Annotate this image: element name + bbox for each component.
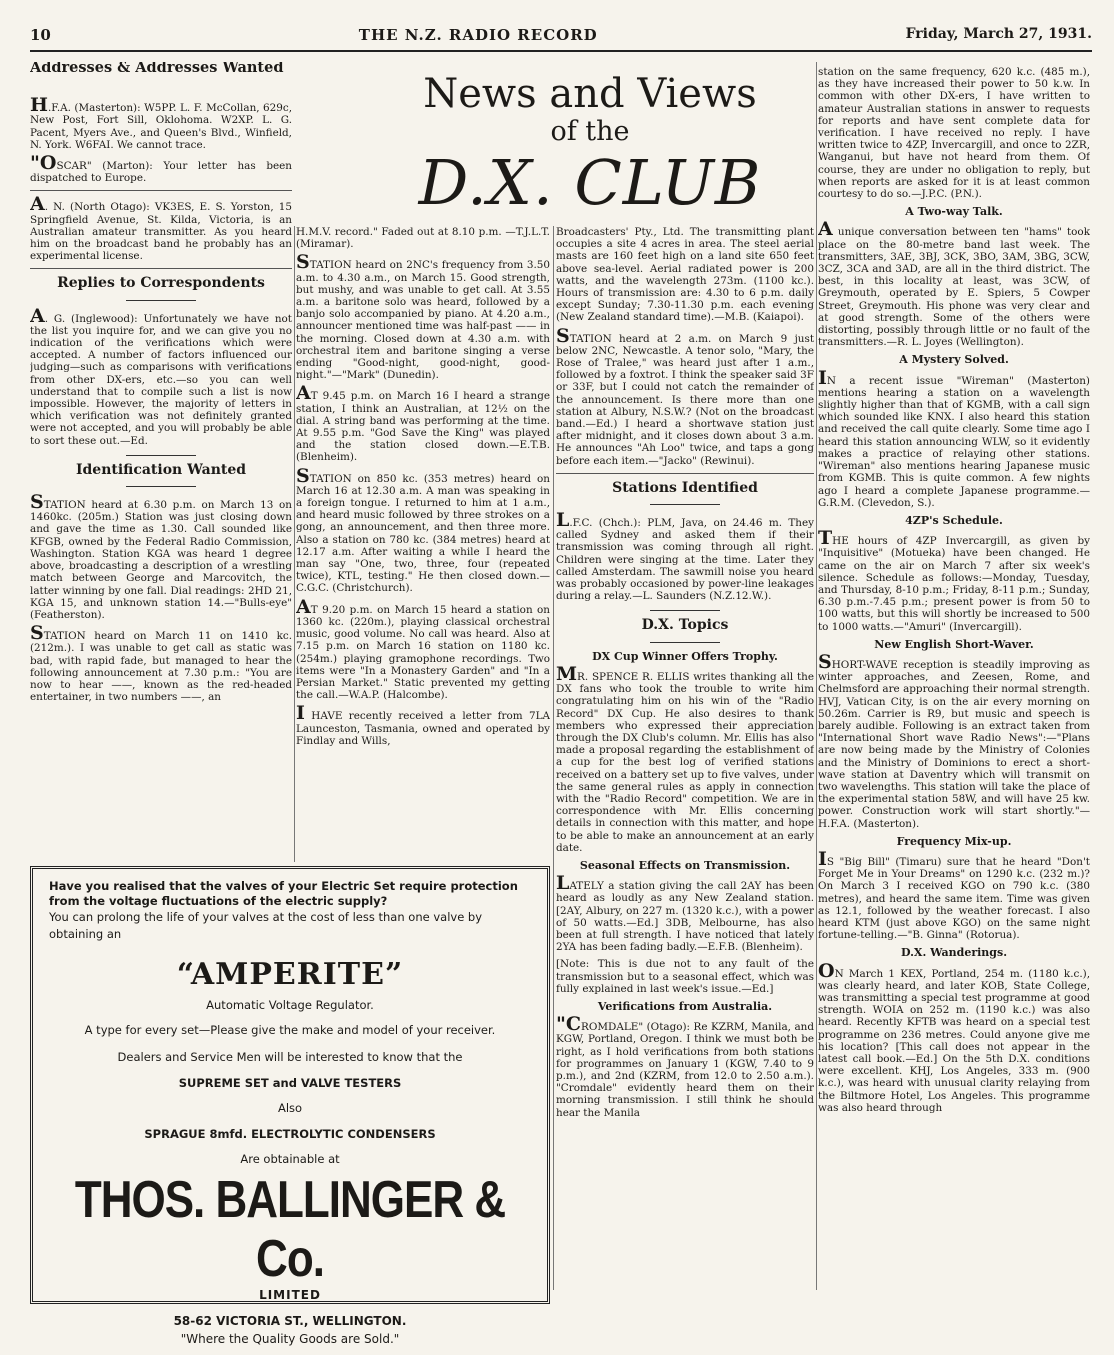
- divider: [30, 268, 292, 269]
- header-rule: [30, 50, 1092, 52]
- ad-firm-name: THOS. BALLINGER & Co.: [74, 1171, 506, 1288]
- heading-identification: Identification Wanted: [75, 461, 247, 478]
- column-rule: [553, 226, 554, 1290]
- divider: [650, 642, 720, 643]
- column-4: [818, 66, 1090, 1291]
- article-paragraph: Broadcasters' Pty., Ltd. The transmitting plant occupies a site 4 acres in area. The steel aerial masts are 160 feet high on a land site 650 feet above sea-level. Aerial radiated power is 200 watts, and the wavelength 273m. (1100 kc.). Hours of transmission are: 4.30 to 6 p.m. daily except Sunday; 7.30-11.30 p.m. each evening (New Zealand standard time).—M.B. (Kaiapoi).: [556, 226, 814, 324]
- article-paragraph: "OSCAR" (Marton): Your letter has been dispatched to Europe.: [30, 152, 292, 185]
- ad-question: Have you realised that the valves of your Electric Set require protection from the voltage fluctuations of the electric supply?: [49, 879, 518, 908]
- ad-dealers-line: Dealers and Service Men will be interested to know that the: [117, 1050, 463, 1064]
- article-paragraph: STATION heard at 6.30 p.m. on March 13 on 1460kc. (205m.) Station was just closing down and gave the time as 1.30. Call sounded like KFGB, owned by the Federal Radio Commission, Washington. Station KGA was heard 1 degree above, broadcasting a description of a wrestling match between George and Marcovitch, the latter winning by one fall. Dial readings: 2HD 21, KGA 15, and unknown station 14.—"Bulls-eye" (Featherston).: [30, 491, 292, 621]
- article-paragraph: SHORT-WAVE reception is steadily improving as winter approaches, and Zeesen, Rome, and Chelmsford are approaching their normal strength. HVJ, Vatican City, is on the air every morning on 50.26m. Carrier is R9, but music and speech is barely audible. Following is an extract taken from "International Short wave Radio News":—"Plans are now being made by the Ministry of Colonies and the Ministry of Dominions to erect a short-wave station at Daventry which will transmit on two wavelengths. This station will take the place of the experimental station 58W, and will have 25 kw. power. Construction work will start shortly."—H.F.A. (Masterton).: [818, 650, 1090, 830]
- subheading-short-waver: New English Short-Waver.: [874, 637, 1034, 651]
- article-paragraph: H.M.V. record." Faded out at 8.10 p.m. —T.J.L.T. (Miramar).: [296, 226, 550, 251]
- column-2: [296, 226, 550, 846]
- divider: [650, 504, 720, 505]
- heading-dx-topics: D.X. Topics: [641, 617, 729, 634]
- divider: [126, 486, 196, 487]
- article-paragraph: I HAVE recently received a letter from 7LA Launceston, Tasmania, owned and operated by Findlay and Wills,: [296, 702, 550, 747]
- heading-replies: Replies to Correspondents: [57, 275, 265, 292]
- subheading-cup: DX Cup Winner Offers Trophy.: [592, 649, 778, 663]
- article-paragraph: IN a recent issue "Wireman" (Masterton) mentions hearing a station on a wavelength slightly higher than that of KGMB, with a call sign which sounded like KNX. I also heard this station and received the call quite clearly. Some time ago I heard this station announcing WLW, so it evidently makes a practice of relaying other stations. "Wireman" also mentions hearing Japanese music from KGMB. This is quite common. A few nights ago I heard a complete Japanese programme.—G.R.M. (Clevedon, S.).: [818, 366, 1090, 509]
- ad-slogan: "Where the Quality Goods are Sold.": [180, 1332, 400, 1346]
- ad-testers: SUPREME SET and VALVE TESTERS: [178, 1076, 402, 1090]
- heading-stations-identified: Stations Identified: [612, 479, 758, 496]
- article-paragraph: STATION heard on 2NC's frequency from 3.50 a.m. to 4.30 a.m., on March 15. Good strength, but mushy, and was unable to get call. At 3.55 a.m. a baritone solo was heard, followed by a banjo solo accompanied by piano. At 4.20 a.m., announcer mentioned time was half-past —— in the morning. Closed down at 4.30 a.m. with orchestral item and baritone singing a verse ending "Good-night, good-night, good-night."—"Mark" (Dunedin).: [296, 251, 550, 382]
- masthead: THE N.Z. RADIO RECORD: [358, 26, 598, 44]
- ad-also: Also: [277, 1101, 303, 1115]
- article-paragraph: THE hours of 4ZP Invercargill, as given by "Inquisitive" (Motueka) have been changed. He came on the air on March 7 after six week's silence. Schedule as follows:—Monday, Tuesday, and Thursday, 8-10 p.m.; Friday, 8-11 p.m.; Sunday, 6.30 p.m.-7.45 p.m.; present power is from 50 to 100 watts, but this will shortly be increased to 500 to 1000 watts.—"Amuri" (Invercargill).: [818, 527, 1090, 633]
- article-paragraph: A. G. (Inglewood): Unfortunately we have not the list you inquire for, and we can give you no indication of the verifications which were accepted. A number of factors influenced our judging—such as comparisons with verifications from other DX-ers, etc.—so you can well understand that to compile such a list is now impossible. However, the majority of letters in which verification was not definitely granted were not accepted, and you will probably be able to sort these out.—Ed.: [30, 304, 292, 447]
- column-rule: [294, 226, 295, 862]
- ad-brand: “AMPERITE”: [176, 957, 404, 992]
- amperite-advertisement: [30, 866, 550, 1346]
- article-paragraph: A. N. (North Otago): VK3ES, E. S. Yorston, 15 Springfield Avenue, St. Kilda, Victoria, is an Australian amateur transmitter. As you heard him on the broadcast band he probably has an experimental license.: [30, 193, 292, 263]
- divider: [556, 473, 814, 474]
- article-paragraph: station on the same frequency, 620 k.c. (485 m.), as they have increased their power to 50 k.w. In common with other DX-ers, I have written to amateur Australian stations in answer to requests for reports and have sent complete data for verification. I have received no reply. I have written twice to 4ZP, Invercargill, and once to 2ZR, Wanganui, but have not heard from them. Of course, they are under no obligation to reply, but when reports are asked for it is at least common courtesy to do so.—J.P.C. (P.N.).: [818, 66, 1090, 201]
- ad-condensers: SPRAGUE 8mfd. ELECTROLYTIC CONDENSERS: [144, 1127, 436, 1141]
- subheading-verifications: Verifications from Australia.: [597, 999, 773, 1013]
- ad-type-line: A type for every set—Please give the make and model of your receiver.: [84, 1023, 496, 1037]
- divider: [30, 190, 292, 191]
- subheading-seasonal: Seasonal Effects on Transmission.: [579, 858, 791, 872]
- article-paragraph: AT 9.45 p.m. on March 16 I heard a strange station, I think an Australian, at 12½ on the dial. A string band was performing at the time. At 9.55 p.m. "God Save the King" was played and the station closed down.—E.T.B. (Blenheim).: [296, 382, 550, 464]
- ad-subtitle: Automatic Voltage Regulator.: [206, 998, 374, 1012]
- subheading-frequency: Frequency Mix-up.: [896, 834, 1012, 848]
- article-paragraph: STATION heard at 2 a.m. on March 9 just below 2NC, Newcastle. A tenor solo, "Mary, the Rose of Tralee," was heard just after 1 a.m., followed by a foxtrot. I think the speaker said 3F or 33F, but I could not catch the remainder of the announcement. Is there more than one station at Albury, N.S.W.? (Not on the broadcast band.—Ed.) I heard a shortwave station just after midnight, and it closes down about 3 a.m. He announces "Ah Loo" twice, and taps a gong before each item.—"Jacko" (Rewinui).: [556, 324, 814, 467]
- article-paragraph: H.F.A. (Masterton): W5PP. L. F. McCollan, 629c, New Post, Fort Sill, Oklohoma. W2XP. L. G. Pacent, Myers Ave., and Queen's Blvd., Winfield, N. York. W6FAI. We cannot trace.: [30, 94, 292, 151]
- ad-limited: LIMITED: [259, 1288, 321, 1302]
- page-number: 10: [30, 26, 51, 44]
- column-1: [30, 62, 292, 864]
- ad-address: 58-62 VICTORIA ST., WELLINGTON.: [173, 1314, 407, 1328]
- article-paragraph: AT 9.20 p.m. on March 15 heard a station on 1360 kc. (220m.), playing classical orchestral music, good volume. No call was heard. Also at 7.15 p.m. on March 16 station on 1180 kc. (254m.) playing gramophone recordings. Two items were "In a Monastery Garden" and "In a Persian Market." Static prevented my getting the call.—W.A.P. (Halcombe).: [296, 595, 550, 702]
- subheading-4zp: 4ZP's Schedule.: [905, 513, 1003, 527]
- subheading-mystery: A Mystery Solved.: [899, 353, 1009, 367]
- page-header: [30, 26, 1092, 50]
- divider: [126, 455, 196, 456]
- article-paragraph: STATION heard on March 11 on 1410 kc. (212m.). I was unable to get call as static was bad, with rapid fade, but managed to hear the following announcement at 7.30 p.m.: "You are now to hear ——, known as the red-headed entertainer, in two numbers ——, an: [30, 622, 292, 704]
- title-line-2: of the: [550, 116, 630, 147]
- article-paragraph: IS "Big Bill" (Timaru) sure that he heard "Don't Forget Me in Your Dreams" on 1290 k.c. (232 m.)? On March 3 I received KGO on 790 k.c. (380 metres), and heard the same item. Time was given as 12.1, followed by the weather forecast. I also heard KTM (just above KGO) on the same night fortune-telling.—"B. Ginna" (Rotorua).: [818, 847, 1090, 942]
- heading-addresses: Addresses & Addresses Wanted: [30, 62, 284, 76]
- subheading-two-way: A Two-way Talk.: [905, 205, 1003, 219]
- column-3: [556, 226, 814, 1291]
- article-paragraph: "CROMDALE" (Otago): Re KZRM, Manila, and KGW, Portland, Oregon. I think we must both be right, as I hold verifications from both stations for programmes on January 1 (KGW, 7.40 to 9 p.m.), and 2nd (KZRM, from 12.0 to 2.50 a.m.). "Cromdale" evidently heard them on their morning transmission. I still think he should hear the Manila: [556, 1013, 814, 1119]
- column-rule: [816, 62, 817, 1290]
- article-paragraph: STATION on 850 kc. (353 metres) heard on March 16 at 12.30 a.m. A man was speaking in a foreign tongue. I returned to him at 1 a.m., and heard music followed by three strokes on a gong, an announcement, and then three more. Also a station on 780 kc. (384 metres) heard at 12.17 a.m. After waiting a while I heard the man say "One, two, three, four (repeated twice), KTL, testing." He then closed down.—C.G.C. (Christchurch).: [296, 464, 550, 595]
- article-paragraph: ON March 1 KEX, Portland, 254 m. (1180 k.c.), was clearly heard, and later KOB, State College, was transmitting a special test programme at good strength. WOIA on 252 m. (1190 k.c.) was also heard. Recently KFTB was heard on a special test programme on 236 metres. Could anyone give me his location? [This call does not appear in the latest call book.—Ed.] On the 5th D.X. conditions were excellent. KHJ, Los Angeles, 333 m. (900 k.c.), was heard with unusual clarity relaying from the Biltmore Hotel, Los Angeles. This programme was also heard through: [818, 959, 1090, 1114]
- issue-date: Friday, March 27, 1931.: [905, 26, 1092, 42]
- divider: [650, 610, 720, 611]
- article-paragraph: MR. SPENCE R. ELLIS writes thanking all the DX fans who took the trouble to write him congratulating him on his win of the "Radio Record" DX Cup. He also desires to thank members who expressed their appreciation through the DX Club's column. Mr. Ellis has also made a proposal regarding the establishment of a cup for the best log of verified stations received on a battery set up to five valves, under the same general rules as apply in connection with the "Radio Record" competition. We are in correspondence with Mr. Ellis concerning details in connection with this matter, and hope to be able to make an announcement at an early date.: [556, 662, 814, 854]
- subheading-wanderings: D.X. Wanderings.: [900, 946, 1008, 960]
- article-paragraph: A unique conversation between ten "hams" took place on the 80-metre band last week. The transmitters, 3AE, 3BJ, 3CK, 3BO, 3AM, 3BG, 3CW, 3CZ, 3CA and 3AD, are all in the third district. The best, in this locality at least, was 3CW, of Greymouth, operated by E. Spiers, 5 Cowper Street, Greymouth. His phone was very clear and at good strength. Some of the others were distorting, possibly through little or no fault of the transmitters.—R. L. Joyes (Wellington).: [818, 218, 1090, 349]
- ad-prolong-text: You can prolong the life of your valves at the cost of less than one valve by obtaining an: [49, 910, 483, 941]
- title-line-3: D.X. CLUB: [418, 146, 762, 219]
- article-paragraph: [Note: This is due not to any fault of the transmission but to a seasonal effect, which was fully explained in last week's issue.—Ed.]: [556, 958, 814, 995]
- dx-club-title: [400, 72, 780, 218]
- title-line-1: News and Views: [423, 71, 757, 117]
- article-paragraph: L.F.C. (Chch.): PLM, Java, on 24.46 m. They called Sydney and asked them if their transmission was coming through all right. Children were singing at the time. Later they called Amsterdam. The sawmill noise you heard was probably occasioned by power-line leakages during a relay.—L. Saunders (N.Z.12.W.).: [556, 509, 814, 603]
- ad-obtainable: Are obtainable at: [240, 1152, 340, 1166]
- divider: [126, 300, 196, 301]
- article-paragraph: LATELY a station giving the call 2AY has been heard as loudly as any New Zealand station. [2AY, Albury, on 227 m. (1320 k.c.), with a power of 50 watts.—Ed.] 3DB, Melbourne, has also been at full strength. I have noticed that lately 2YA has been fading badly.—E.F.B. (Blenheim).: [556, 872, 814, 954]
